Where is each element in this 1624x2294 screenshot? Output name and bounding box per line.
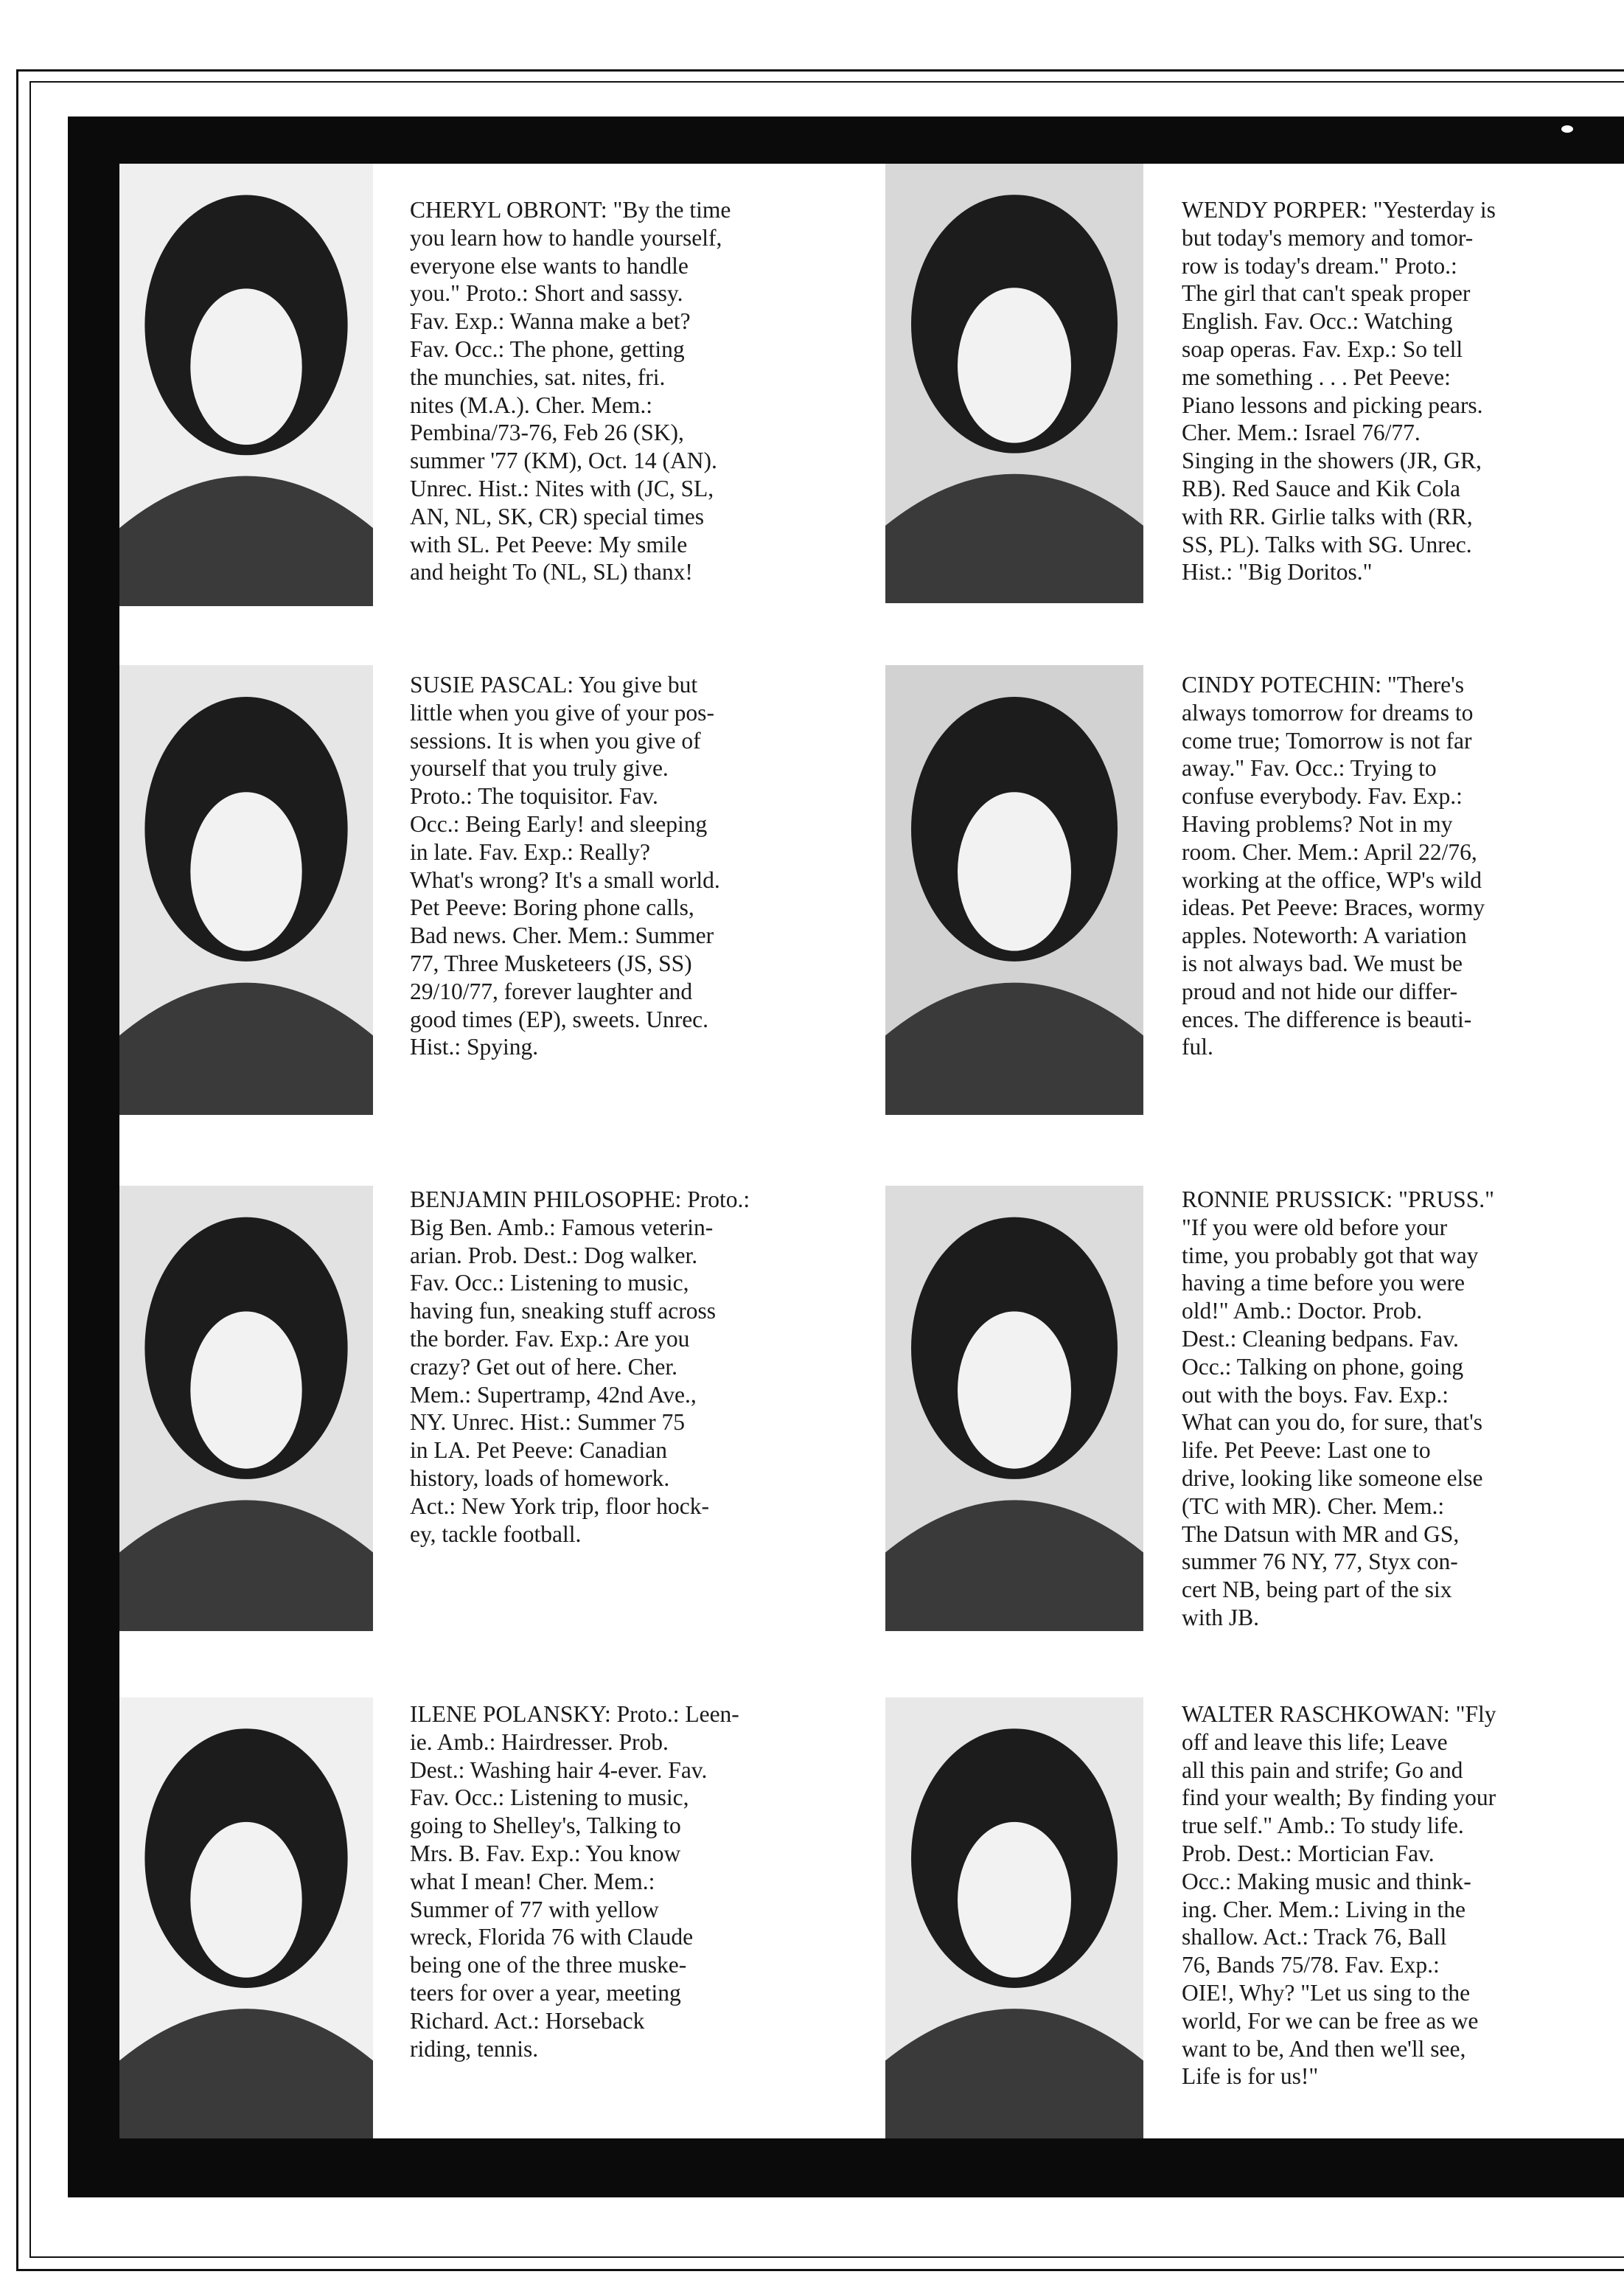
face-shape xyxy=(190,1822,302,1978)
portrait-photo xyxy=(119,1697,373,2138)
portrait-silhouette xyxy=(885,1697,1143,2138)
portrait-photo xyxy=(885,164,1143,603)
senior-bio: BENJAMIN PHILOSOPHE: Proto.: Big Ben. Amb.: Famous veterin- arian. Prob. Dest.: Dog walker. Fav. Occ.: Listening to music, having fun, sneaking stuff across the border. Fav. Exp.: Are you crazy? Get out of here. Cher. Mem.: Supertramp, 42nd Ave., NY. Unrec. Hist.: Summer 75 in LA. Pet Peeve: Canadian history, loads of homework. Act.: New York trip, floor hock- ey, tackle football. xyxy=(410,1186,750,1547)
portrait-photo xyxy=(885,1186,1143,1631)
portrait-silhouette xyxy=(885,665,1143,1115)
portrait-photo xyxy=(119,665,373,1115)
senior-bio: ILENE POLANSKY: Proto.: Leen- ie. Amb.: Hairdresser. Prob. Dest.: Washing hair 4-ever. Fav. Fav. Occ.: Listening to music, going to Shelley's, Talking to Mrs. B. Fav. Exp.: You know what I mean! Cher. Mem.: Summer of 77 with yellow wreck, Florida 76 with Claude being one of the three muske- teers for over a year, meeting Richard. Act.: Horseback riding, tennis. xyxy=(410,1701,739,2062)
portrait-photo xyxy=(119,164,373,606)
portrait-photo xyxy=(119,1186,373,1631)
senior-bio: CHERYL OBRONT: "By the time you learn how to handle yourself, everyone else wants to handle you." Proto.: Short and sassy. Fav. Exp.: Wanna make a bet? Fav. Occ.: The phone, getting the munchies, sat. nites, fri. nites (M.A.). Cher. Mem.: Pembina/73-76, Feb 26 (SK), summer '77 (KM), Oct. 14 (AN). Unrec. Hist.: Nites with (JC, SL, AN, NL, SK, CR) special times with SL. Pet Peeve: My smile and height To (NL, SL) thanx! xyxy=(410,197,731,585)
face-shape xyxy=(958,1822,1071,1978)
senior-bio: WENDY PORPER: "Yesterday is but today's memory and tomor- row is today's dream." Proto.: The girl that can't speak proper English. Fav. Occ.: Watching soap operas. Fav. Exp.: So tell me something . . . Pet Peeve: Piano lessons and picking pears. Cher. Mem.: Israel 76/77. Singing in the showers (JR, GR, RB). Red Sauce and Kik Cola with RR. Girlie talks with (RR, SS, PL). Talks with SG. Unrec. Hist.: "Big Doritos." xyxy=(1182,197,1496,585)
portrait-silhouette xyxy=(885,1186,1143,1631)
portrait-photo xyxy=(885,665,1143,1115)
face-shape xyxy=(958,1312,1071,1469)
portrait-silhouette xyxy=(119,1697,373,2138)
senior-bio: SUSIE PASCAL: You give but little when you give of your pos- sessions. It is when you give of yourself that you truly give. Proto.: The toquisitor. Fav. Occ.: Being Early! and sleeping in late. Fav. Exp.: Really? What's wrong? It's a small world. Pet Peeve: Boring phone calls, Bad news. Cher. Mem.: Summer 77, Three Musketeers (JS, SS) 29/10/77, forever laughter and good times (EP), sweets. Unrec. Hist.: Spying. xyxy=(410,672,720,1060)
left-black-band xyxy=(68,117,119,2197)
senior-bio: CINDY POTECHIN: "There's always tomorrow for dreams to come true; Tomorrow is not far away." Fav. Occ.: Trying to confuse everybody. Fav. Exp.: Having problems? Not in my room. Cher. Mem.: April 22/76, working at the office, WP's wild ideas. Pet Peeve: Braces, wormy apples. Noteworth: A variation is not always bad. We must be proud and not hide our differ- ences. The difference is beauti- ful. xyxy=(1182,672,1485,1060)
face-shape xyxy=(190,1312,302,1469)
senior-bio: WALTER RASCHKOWAN: "Fly off and leave this life; Leave all this pain and strife; Go and find your wealth; By finding your true self." Amb.: To study life. Prob. Dest.: Mortician Fav. Occ.: Making music and think- ing. Cher. Mem.: Living in the shallow. Act.: Track 76, Ball 76, Bands 75/78. Fav. Exp.: OIE!, Why? "Let us sing to the world, For we can be free as we want to be, And then we'll see, Life is for us!" xyxy=(1182,1701,1496,2090)
bottom-black-band xyxy=(68,2138,1624,2197)
face-shape xyxy=(958,288,1071,442)
portrait-photo xyxy=(885,1697,1143,2138)
corner-mark xyxy=(1561,125,1573,133)
senior-bio: RONNIE PRUSSICK: "PRUSS." "If you were old before your time, you probably got that way having a time before you were old!" Amb.: Doctor. Prob. Dest.: Cleaning bedpans. Fav. Occ.: Talking on phone, going out with the boys. Fav. Exp.: What can you do, for sure, that's life. Pet Peeve: Last one to drive, looking like someone else (TC with MR). Cher. Mem.: The Datsun with MR and GS, summer 76 NY, 77, Styx con- cert NB, being part of the six with JB. xyxy=(1182,1186,1494,1630)
portrait-silhouette xyxy=(119,665,373,1115)
portrait-silhouette xyxy=(119,1186,373,1631)
portrait-silhouette xyxy=(119,164,373,606)
portrait-silhouette xyxy=(885,164,1143,603)
face-shape xyxy=(190,288,302,445)
top-black-band xyxy=(68,117,1624,164)
face-shape xyxy=(958,792,1071,950)
face-shape xyxy=(190,792,302,950)
